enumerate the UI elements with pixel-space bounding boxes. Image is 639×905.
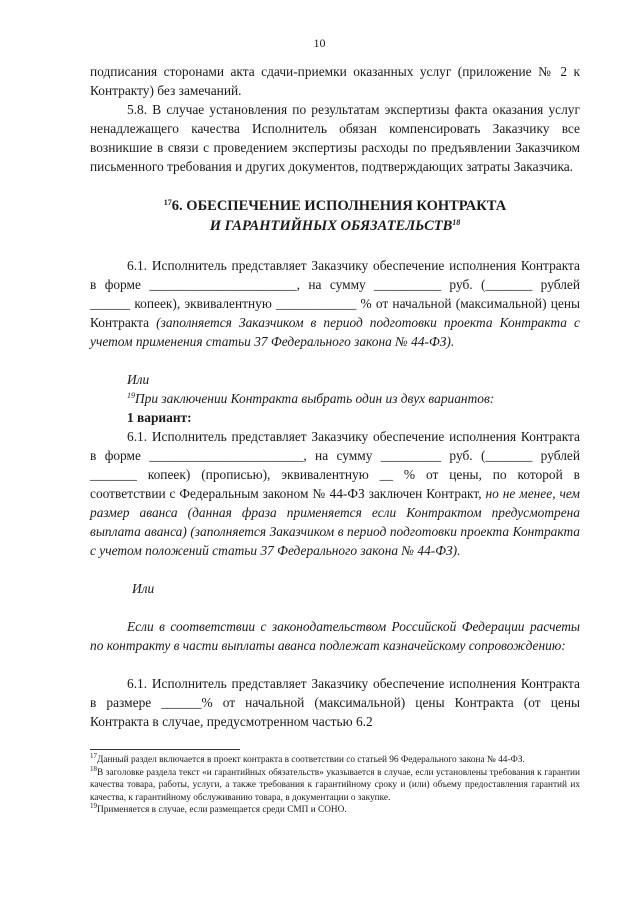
paragraph-6-1-form-text: 6.1. Исполнитель представляет Заказчику обеспечение исполнения Контракта в форме ______________________, на сумму __________ руб. (_______ рублей ______ копеек), эквивалентную ____________ % от начальной (максимальной) цены Контракта <box>90 258 580 330</box>
section-heading-line1 <box>90 196 580 216</box>
section-heading <box>90 196 580 236</box>
footnotes <box>90 749 580 817</box>
paragraph-continuation: подписания сторонами акта сдачи-приемки оказанных услуг (приложение № 2 к Контракту) без замечаний. <box>90 64 580 98</box>
footnote-18: $^{18}$В заголовке раздела текст «и гарантийных обязательств» указывается в случае, если установлены требования к гарантии качества товара, работы, услуги, а также требования к гарантийному сроку и (или) объему предоставления гарантий их качества, к гарантийному обслуживанию товара, в документации о закупке. <box>90 764 580 803</box>
variant-1-label: 1 вариант: <box>127 410 192 425</box>
section-heading-line2 <box>90 216 580 236</box>
paragraph-6-1-variant-1-text: 6.1. Исполнитель представляет Заказчику обеспечение исполнения Контракта в форме _______________________, на сумму _________ руб. (_______ рублей _______ копеек) (прописью), эквивалентную __ % от цены, по которой в соответствии с Федеральным законом № 44-ФЗ заключен Контракт, <box>90 429 580 501</box>
page-number: 10 <box>313 36 326 50</box>
paragraph-6-1-form <box>90 256 580 351</box>
paragraph-treasury-condition: Если в соответствии с законодательством Российской Федерации расчеты по контракту в части выплаты аванса подлежат казначейскому сопровождению: <box>90 619 580 653</box>
variant-note <box>90 389 580 408</box>
footnote-19: $^{19}$Применяется в случае, если размещается среди СМП и СОНО. <box>90 802 347 816</box>
or-label-2: Или <box>132 581 155 596</box>
paragraph-6-1-variant-1 <box>90 427 580 560</box>
heading-subtitle: И ГАРАНТИЙНЫХ ОБЯЗАТЕЛЬСТВ <box>209 218 453 234</box>
paragraph-6-1-variant-1-note: но не менее, чем размер аванса (данная фраза применяется если Контрактом предусмотрена выплата аванса) (заполняется Заказчиком в период подготовки проекта Контракта с учетом положений статьи 37 Федерального закона № 44-ФЗ). <box>90 486 580 558</box>
footnote-ref-17: 17 <box>163 198 172 207</box>
footnote-separator <box>90 749 240 750</box>
variant-note-text: При заключении Контракта выбрать один из двух вариантов: <box>135 391 495 406</box>
heading-title: 6. ОБЕСПЕЧЕНИЕ ИСПОЛНЕНИЯ КОНТРАКТА <box>171 198 507 214</box>
footnote-ref-18: 18 <box>452 218 461 227</box>
paragraph-6-1-treasury: 6.1. Исполнитель представляет Заказчику обеспечение исполнения Контракта в размере ______% от начальной (максимальной) цены Контракта (от цены Контракта в случае, предусмотренном частью 6.2 <box>90 676 580 729</box>
footnote-17: $^{17}$Данный раздел включается в проект контракта в соответствии со статьей 96 Федерального закона № 44-ФЗ. <box>90 752 525 765</box>
footnote-ref-19: 19 <box>127 391 135 400</box>
paragraph-6-1-form-note: (заполняется Заказчиком в период подготовки проекта Контракта с учетом применения статьи 37 Федерального закона № 44-ФЗ). <box>90 315 580 349</box>
or-label: Или <box>127 372 150 387</box>
paragraph-5-8: 5.8. В случае установления по результатам экспертизы факта оказания услуг ненадлежащего качества Исполнитель обязан компенсировать Заказчику все возникшие в связи с проведением экспертизы расходы по предъявлении Заказчиком письменного требования и других документов, подтверждающих затраты Заказчика. <box>90 102 580 174</box>
document-body <box>90 62 580 731</box>
